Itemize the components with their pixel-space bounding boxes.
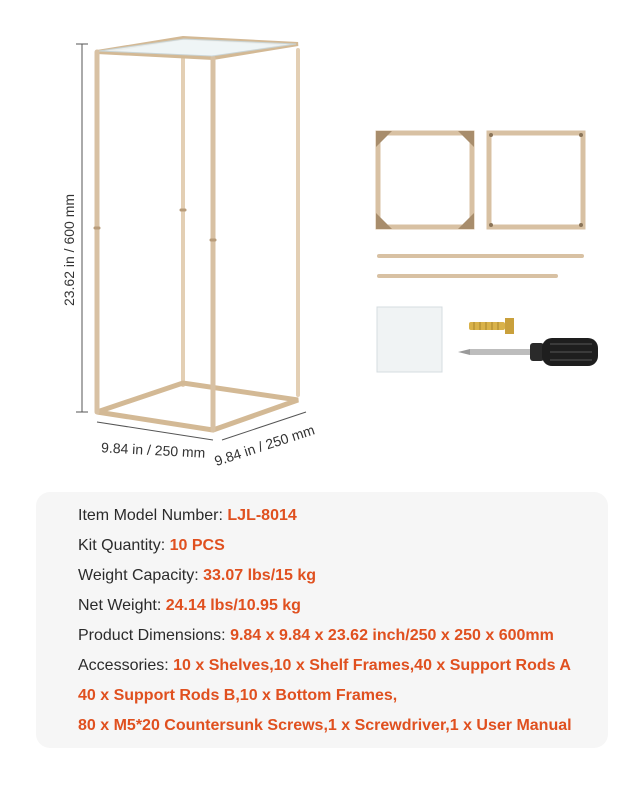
- support-rods: [379, 256, 582, 276]
- spec-weight-capacity: Weight Capacity: 33.07 lbs/15 kg: [78, 567, 317, 584]
- width-label: 9.84 in / 250 mm: [100, 439, 206, 461]
- spec-accessories-line-2: 40 x Support Rods B,10 x Bottom Frames,: [78, 687, 398, 704]
- width-dimension-line: [97, 422, 213, 440]
- specifications-panel: [36, 492, 608, 748]
- spec-net-weight: Net Weight: 24.14 lbs/10.95 kg: [78, 597, 301, 614]
- spec-model-number: Item Model Number: LJL-8014: [78, 507, 297, 524]
- spec-accessories: Accessories: 10 x Shelves,10 x Shelf Frames,40 x Support Rods A: [78, 657, 571, 674]
- spec-kit-quantity: Kit Quantity: 10 PCS: [78, 537, 225, 554]
- depth-label: 9.84 in / 250 mm: [212, 421, 317, 469]
- stand-frame: [95, 38, 298, 430]
- screw-icon: [469, 318, 514, 334]
- height-dimension-line: [76, 44, 88, 412]
- screwdriver-icon: [458, 338, 598, 366]
- height-label: 23.62 in / 600 mm: [61, 193, 77, 307]
- spec-product-dimensions: Product Dimensions: 9.84 x 9.84 x 23.62 inch/250 x 250 x 600mm: [78, 627, 554, 644]
- bottom-frame: [489, 133, 583, 227]
- glass-shelf: [377, 307, 442, 372]
- shelf-frame: [376, 131, 474, 229]
- spec-accessories-line-3: 80 x M5*20 Countersunk Screws,1 x Screwdriver,1 x User Manual: [78, 717, 572, 734]
